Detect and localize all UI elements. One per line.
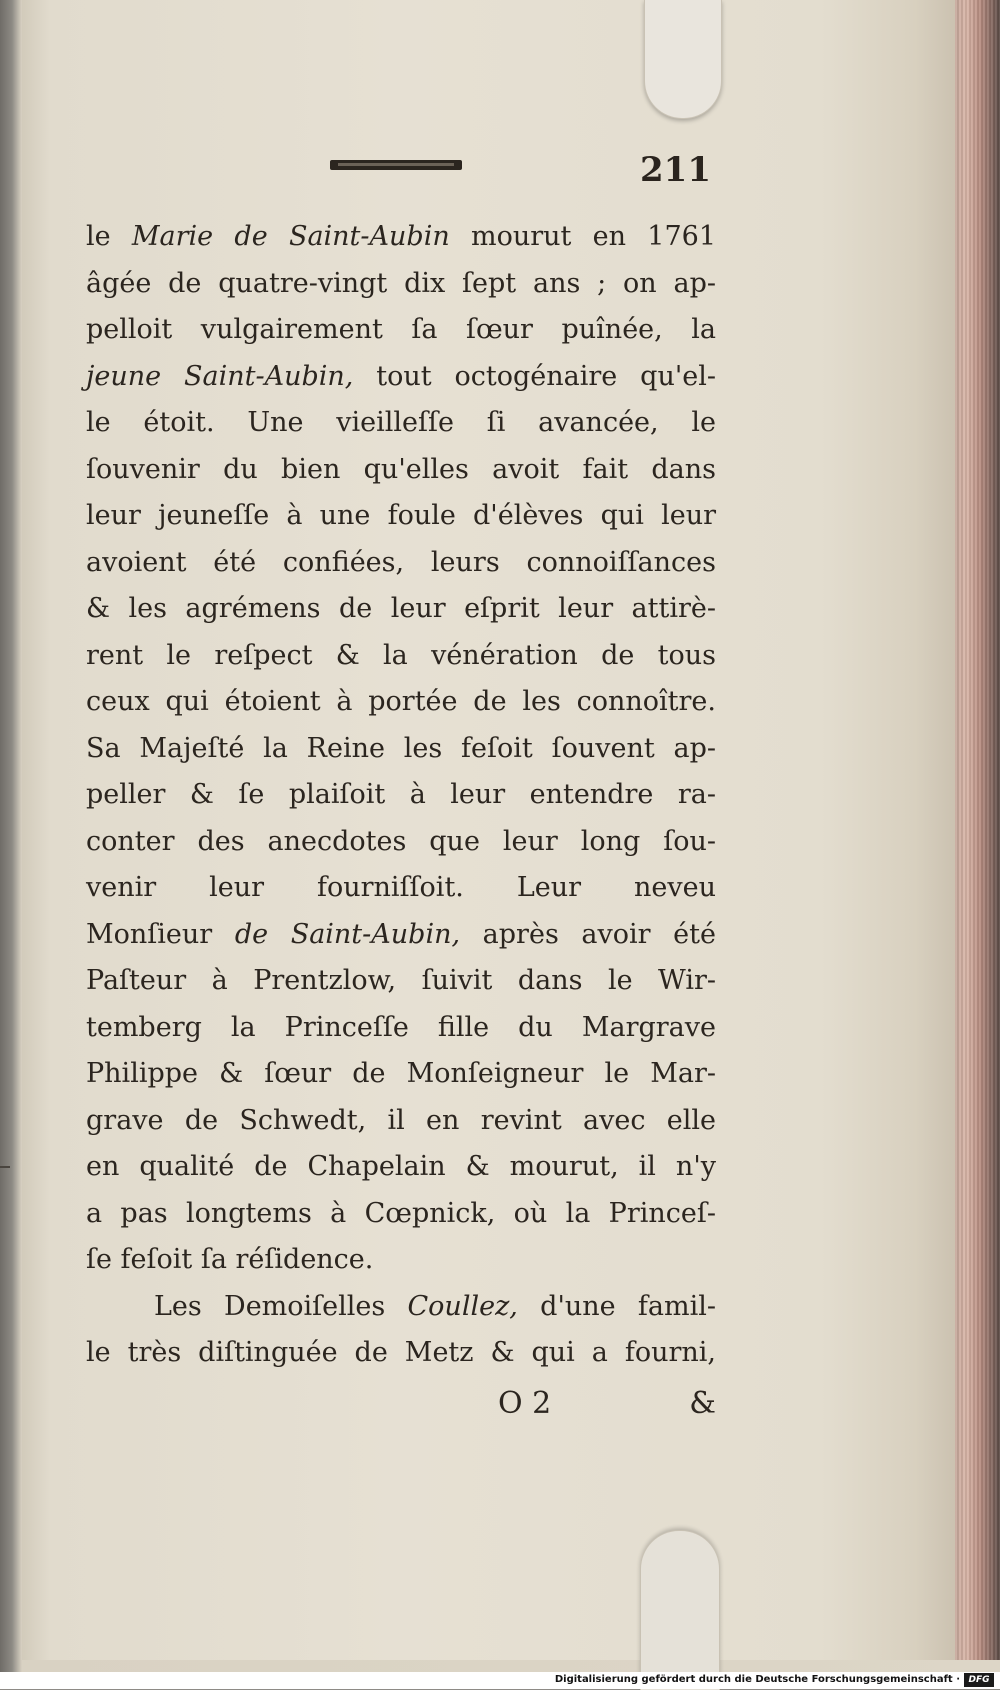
- text-line: [86, 865, 716, 912]
- text-line: [86, 214, 716, 261]
- text-run: a pas longtems à Cœpnick, où la Princeſ-: [86, 1197, 716, 1229]
- text-line: [86, 1144, 716, 1191]
- text-line: [86, 1098, 716, 1145]
- text-line: [86, 772, 716, 819]
- text-run: conter des anecdotes que leur long ſou-: [86, 825, 716, 857]
- text-run: rent le reſpect & la vénération de tous: [86, 639, 716, 671]
- text-line: [86, 633, 716, 680]
- text-run: tout octogénaire qu'el-: [353, 360, 716, 392]
- text-run: Philippe & ſœur de Monſeigneur le Mar-: [86, 1058, 716, 1089]
- text-run: venir leur fourniſſoit. Leur neveu: [86, 872, 716, 903]
- text-line: [86, 1191, 716, 1238]
- signature-mark: O 2: [498, 1386, 552, 1421]
- text-line: [86, 726, 716, 773]
- text-run: ſouvenir du bien qu'elles avoit fait dans: [86, 453, 716, 485]
- text-run: Paſteur à Prentzlow, ſuivit dans le Wir-: [86, 965, 716, 996]
- text-run: & les agrémens de leur eſprit leur attirè-: [86, 593, 716, 624]
- page-number: 211: [640, 150, 711, 190]
- text-line: [86, 912, 716, 959]
- text-line: [86, 679, 716, 726]
- italic-name: de Saint-Aubin,: [234, 918, 461, 950]
- page-edge: [955, 0, 1000, 1660]
- text-run: grave de Schwedt, il en revint avec elle: [86, 1104, 716, 1136]
- catchword: &: [689, 1386, 716, 1421]
- text-run: avoient été confiées, leurs connoiſſances: [86, 546, 716, 578]
- text-line: [86, 586, 716, 633]
- text-run: temberg la Princeſſe fille du Margrave: [86, 1011, 716, 1043]
- margin-mark: [0, 1166, 10, 1168]
- text-run: Les Demoiſelles: [154, 1290, 408, 1322]
- italic-name: jeune Saint-Aubin,: [86, 360, 354, 392]
- text-run: âgée de quatre-vingt dix ſept ans ; on ap-: [86, 267, 716, 299]
- text-run: le étoit. Une vieilleſſe ſi avancée, le: [86, 407, 716, 438]
- text-run: le: [86, 221, 132, 252]
- text-run: ſe feſoit ſa réſidence.: [86, 1244, 374, 1275]
- text-run: en qualité de Chapelain & mourut, il n'y: [86, 1151, 716, 1182]
- body-text: [86, 214, 716, 1377]
- top-page-clip: [644, 0, 722, 119]
- text-line: [86, 1284, 716, 1331]
- text-line: [86, 1330, 716, 1377]
- text-line: [86, 447, 716, 494]
- text-run: Sa Majeſté la Reine les feſoit ſouvent ap-: [86, 732, 716, 764]
- text-line: [86, 958, 716, 1005]
- text-line: [86, 354, 716, 401]
- text-line: [86, 540, 716, 587]
- text-line: [86, 493, 716, 540]
- text-line: [86, 400, 716, 447]
- text-run: pelloit vulgairement ſa ſœur puînée, la: [86, 314, 716, 345]
- text-line: [86, 1051, 716, 1098]
- text-run: mourut en 1761: [449, 221, 716, 252]
- header-ornament: [330, 160, 462, 170]
- bottom-page-clip: [640, 1530, 720, 1690]
- text-run: d'une famil-: [517, 1290, 716, 1322]
- text-run: après avoir été: [460, 918, 716, 950]
- text-run: ceux qui étoient à portée de les connoître.: [86, 686, 716, 717]
- digitization-credit: Digitalisierung gefördert durch die Deutsche Forschungsgemeinschaft ·: [554, 1674, 960, 1685]
- text-line: [86, 1005, 716, 1052]
- text-line: [86, 261, 716, 308]
- text-line: [86, 307, 716, 354]
- text-run: leur jeuneſſe à une foule d'élèves qui leur: [86, 500, 716, 531]
- text-run: le très diſtinguée de Metz & qui a fourni,: [86, 1337, 716, 1368]
- italic-name: Coullez,: [407, 1290, 518, 1322]
- text-run: peller & ſe plaiſoit à leur entendre ra-: [86, 779, 716, 810]
- page-footer: [86, 1386, 716, 1432]
- italic-name: Marie de Saint-Aubin: [131, 221, 450, 252]
- text-line: [86, 1237, 716, 1284]
- dfg-logo: DFG: [964, 1673, 994, 1687]
- text-run: Monſieur: [86, 918, 235, 950]
- text-line: [86, 819, 716, 866]
